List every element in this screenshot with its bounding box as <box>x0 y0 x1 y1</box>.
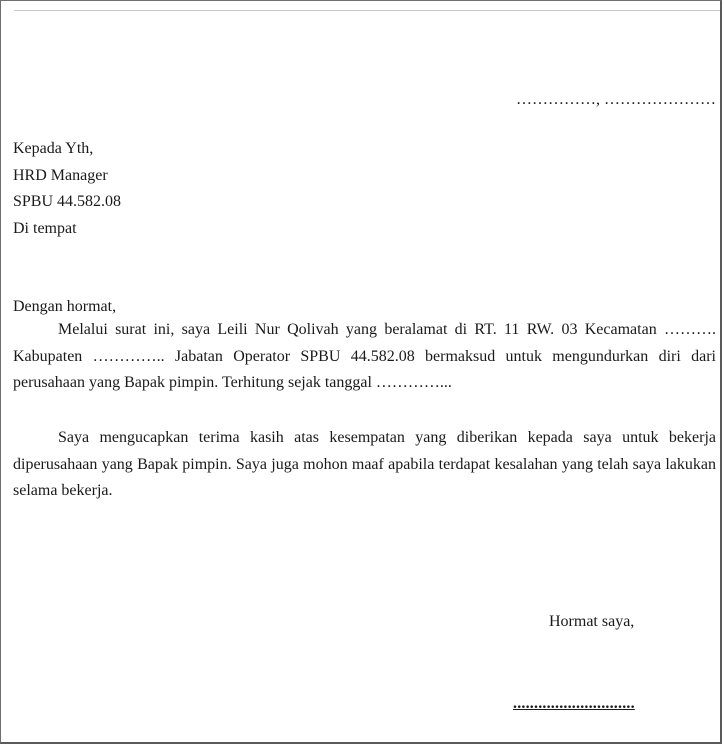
recipient-line: SPBU 44.582.08 <box>13 193 122 210</box>
top-divider <box>14 10 720 11</box>
recipient-line: Di tempat <box>13 219 77 237</box>
body-paragraph: Saya mengucapkan terima kasih atas kesempatan yang diberikan kepada saya untuk bekerja diperusahaan yang Bapak pimpin. Saya juga mohon maaf apabila terdapat kesalahan yang telah saya lakukan selama bekerja. <box>13 429 716 499</box>
place-date-line: ……………, ………………… <box>516 91 716 108</box>
signature-placeholder: ............................. <box>513 695 635 712</box>
greeting: Dengan hormat, <box>13 298 117 315</box>
body-paragraph: Melalui surat ini, saya Leili Nur Qolivah yang beralamat di RT. 11 RW. 03 Kecamatan ………. Kabupaten ………….. Jabatan Operator SPBU 44.582.08 bermaksud untuk mengundurkan diri dari perusahaan yang Bapak pimpin. Terhitung sejak tanggal …………... <box>13 321 716 391</box>
recipient-line: HRD Manager <box>13 166 108 184</box>
recipient-line: Kepada Yth, <box>13 140 94 157</box>
closing-salutation: Hormat saya, <box>549 613 635 630</box>
recipient-block <box>13 136 121 242</box>
